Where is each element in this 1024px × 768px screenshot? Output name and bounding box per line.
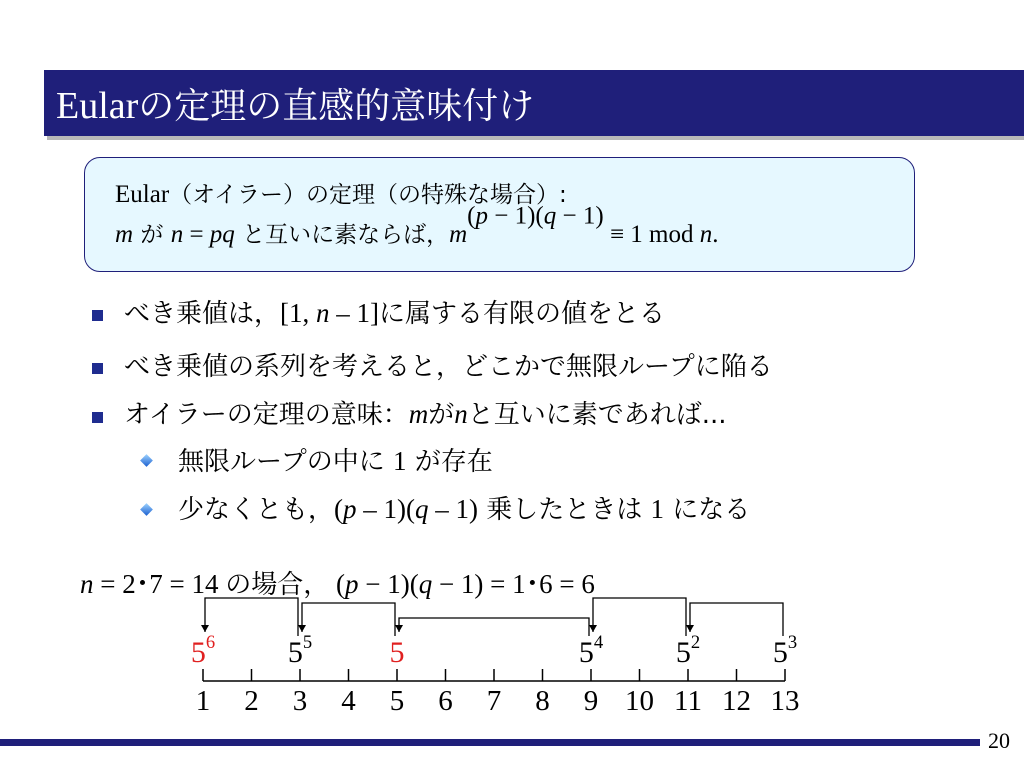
number-line-label: 10 xyxy=(625,685,654,717)
number-line-label: 3 xyxy=(292,685,308,717)
number-line-label: 4 xyxy=(341,685,356,717)
power-label: 5 xyxy=(389,636,405,669)
number-line-label: 2 xyxy=(244,685,259,717)
example-equation: n = 2･7 = 14 の場合， (p − 1)(q − 1) = 1･6 = 6 xyxy=(80,569,595,600)
number-line-label: 5 xyxy=(389,685,405,717)
bullet-item-3: オイラーの定理の意味：mがnと互いに素であれば... xyxy=(124,399,727,430)
slide-title: Eularの定理の直感的意味付け xyxy=(56,85,535,127)
number-line-label: 9 xyxy=(583,685,599,717)
cycle-arrow xyxy=(205,598,298,636)
cycle-arrow xyxy=(399,618,589,636)
power-label: $5^2$ xyxy=(675,632,701,669)
power-label: $5^4$ xyxy=(578,632,604,669)
cycle-arrow xyxy=(302,603,395,636)
number-line-label: 6 xyxy=(438,685,453,717)
sub-bullet-item-1: 無限ループの中に 1 が存在 xyxy=(178,446,493,477)
number-line-label: 1 xyxy=(195,685,211,717)
power-label: $5^5$ xyxy=(287,632,313,669)
theorem-statement: m が n = pq と互いに素ならば，$m^{(p - 1)(q - 1)} \equiv 1$ mod n. xyxy=(115,202,719,248)
number-line-label: 11 xyxy=(674,685,702,717)
cycle-arrow xyxy=(593,598,686,636)
power-label: $5^6$ xyxy=(190,632,216,669)
bullet-item-1: べき乗値は，[1, n – 1]に属する有限の値をとる xyxy=(124,298,666,329)
footer-bar xyxy=(0,739,980,746)
theorem-heading: Eular（オイラー）の定理（の特殊な場合）: xyxy=(115,181,567,208)
number-line-label: 12 xyxy=(722,685,751,717)
cycle-arrow xyxy=(690,603,783,636)
number-line-label: 7 xyxy=(486,685,502,717)
sub-bullet-item-2: 少なくとも，(p – 1)(q – 1) 乗したときは 1 になる xyxy=(178,494,751,525)
number-line-label: 13 xyxy=(770,685,800,717)
bullet-item-2: べき乗値の系列を考えると，どこかで無限ループに陥る xyxy=(124,352,773,382)
number-line-label: 8 xyxy=(535,685,550,717)
page-number: 20 xyxy=(988,728,1010,753)
power-label: $5^3$ xyxy=(772,632,798,669)
